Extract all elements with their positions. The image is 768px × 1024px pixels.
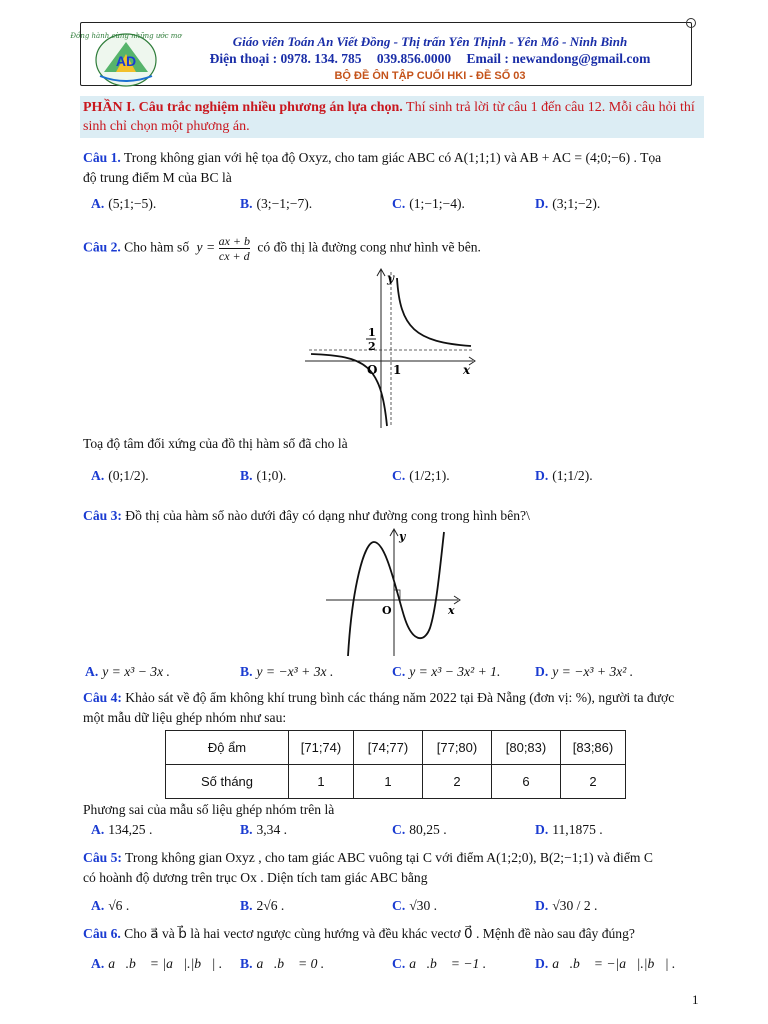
option-text: 3,34 . xyxy=(256,822,288,837)
q2-option-b[interactable] xyxy=(240,468,286,484)
q5-option-d[interactable] xyxy=(535,898,597,914)
table-row xyxy=(166,731,626,765)
phone-text: Điện thoại : 0978. 134. 785 xyxy=(209,51,362,66)
hyperbola-right-branch xyxy=(397,278,471,346)
q3-option-b[interactable] xyxy=(240,664,333,680)
q4-option-a[interactable] xyxy=(91,822,152,838)
q4-label: Câu 4: xyxy=(83,690,122,705)
q5-option-b[interactable] xyxy=(240,898,284,914)
option-text: √30 . xyxy=(409,898,438,913)
q6-label: Câu 6. xyxy=(83,926,121,941)
q5-label: Câu 5: xyxy=(83,850,122,865)
option-text: a⃗.b⃗ = −1 . xyxy=(409,956,487,971)
option-label: C. xyxy=(392,664,406,679)
corner-ornament xyxy=(686,18,696,28)
option-label: B. xyxy=(240,898,253,913)
origin-label: O xyxy=(382,604,392,617)
option-text: (1;1/2). xyxy=(552,468,593,483)
table-cell: 1 xyxy=(354,765,423,799)
option-text: 134,25 . xyxy=(108,822,153,837)
q2-post: có đồ thị là đường cong như hình vẽ bên. xyxy=(254,239,481,255)
q5-line1: Trong không gian Oxyz , cho tam giác ABC vuông tại C với điểm A(1;2;0), B(2;−1;1) và điểm C xyxy=(121,850,653,865)
table-cell: 2 xyxy=(423,765,492,799)
option-text: (5;1;−5). xyxy=(108,196,157,211)
option-label: D. xyxy=(535,822,549,837)
option-label: B. xyxy=(240,468,253,483)
option-label: D. xyxy=(535,468,549,483)
q3-option-c[interactable] xyxy=(392,664,500,680)
contact-line xyxy=(170,51,690,67)
option-text: a⃗.b⃗ = 0 . xyxy=(256,956,325,971)
logo-icon xyxy=(70,28,182,88)
page-number: 1 xyxy=(692,992,699,1007)
logo-text: Đồng hành cùng những ước mơ xyxy=(70,32,182,40)
table-cell: [74;77) xyxy=(354,731,423,765)
q6-option-b[interactable] xyxy=(240,956,324,972)
option-text: 2√6 . xyxy=(256,898,285,913)
q4-line1: Khảo sát về độ ẩm không khí trung bình các tháng năm 2022 tại Đà Nẵng (đơn vị: %), người ta được xyxy=(121,690,675,705)
option-label: C. xyxy=(392,468,406,483)
q5-option-a[interactable] xyxy=(91,898,129,914)
question-2 xyxy=(83,234,705,263)
q4-option-c[interactable] xyxy=(392,822,447,838)
option-label: A. xyxy=(85,664,99,679)
q4-question: Phương sai của mẫu số liệu ghép nhóm trên là xyxy=(83,802,335,817)
email-text: Email : newandong@gmail.com xyxy=(466,51,651,66)
table-row xyxy=(166,765,626,799)
option-text: (1;0). xyxy=(256,468,287,483)
origin-label: O xyxy=(367,363,378,377)
y-tick-numerator: 1 xyxy=(368,326,376,339)
option-text: y = x³ − 3x . xyxy=(102,664,170,679)
table-header-cell: Số tháng xyxy=(166,765,289,799)
option-text: (0;1/2). xyxy=(108,468,149,483)
option-text: (3;1;−2). xyxy=(552,196,601,211)
q1-line1: Trong không gian với hệ tọa độ Oxyz, cho tam giác ABC có A(1;1;1) và AB + AC = (4;0;−6) . Tọa xyxy=(120,150,662,165)
part1-heading xyxy=(83,98,703,136)
q1-option-b[interactable] xyxy=(240,196,312,212)
q3-text: Đồ thị của hàm số nào dưới đây có dạng như đường cong trong hình bên?\ xyxy=(121,508,530,523)
q4-line2: một mẫu dữ liệu ghép nhóm như sau: xyxy=(83,710,287,725)
humidity-table xyxy=(165,730,626,799)
option-label: C. xyxy=(392,822,406,837)
option-text: (1/2;1). xyxy=(409,468,450,483)
option-label: A. xyxy=(91,956,105,971)
option-text: √30 / 2 . xyxy=(552,898,598,913)
q5-line2: có hoành độ dương trên trục Ox . Diện tích tam giác ABC bằng xyxy=(83,870,428,885)
option-label: C. xyxy=(392,196,406,211)
table-cell: [83;86) xyxy=(561,731,626,765)
exam-title: BỘ ĐỀ ÔN TẬP CUỐI HKI - ĐỀ SỐ 03 xyxy=(334,70,526,82)
q2-label: Câu 2. xyxy=(83,239,121,255)
question-3 xyxy=(83,506,705,526)
option-label: D. xyxy=(535,664,549,679)
formula-denominator: cx + d xyxy=(218,249,250,263)
q1-label: Câu 1. xyxy=(83,150,121,165)
y-label: y xyxy=(399,530,406,543)
teacher-line: Giáo viên Toán An Viết Đồng - Thị trấn Yên Thịnh - Yên Mô - Ninh Bình xyxy=(232,34,628,49)
q4-option-d[interactable] xyxy=(535,822,603,838)
q1-option-c[interactable] xyxy=(392,196,465,212)
option-text: y = −x³ + 3x . xyxy=(256,664,334,679)
option-text: y = x³ − 3x² + 1. xyxy=(409,664,501,679)
option-label: C. xyxy=(392,898,406,913)
table-cell: 6 xyxy=(492,765,561,799)
logo-letters: AD xyxy=(115,53,137,69)
option-label: B. xyxy=(240,956,253,971)
q2-pre: Cho hàm số xyxy=(120,239,190,255)
option-label: D. xyxy=(535,956,549,971)
option-text: a⃗.b⃗ = −|a⃗|.|b⃗| . xyxy=(552,956,676,971)
q5-option-c[interactable] xyxy=(392,898,437,914)
q6-text: Cho a⃗ và b⃗ là hai vectơ ngược cùng hướng và đều khác vectơ 0⃗ . Mệnh đề nào sau đây đúng? xyxy=(120,926,635,941)
table-cell: [80;83) xyxy=(492,731,561,765)
table-cell: 2 xyxy=(561,765,626,799)
q6-option-a[interactable] xyxy=(91,956,222,972)
option-label: A. xyxy=(91,468,105,483)
q6-option-c[interactable] xyxy=(392,956,486,972)
x-tick-label: 1 xyxy=(393,363,402,377)
option-text: √6 . xyxy=(108,898,130,913)
option-text: 80,25 . xyxy=(409,822,447,837)
option-label: A. xyxy=(91,898,105,913)
q2-option-d[interactable] xyxy=(535,468,593,484)
q1-option-a[interactable] xyxy=(91,196,156,212)
q4-option-b[interactable] xyxy=(240,822,287,838)
question-5 xyxy=(83,848,705,888)
part1-instruction: Thí sinh trả lời từ câu 1 đến câu 12. Mỗi câu hỏi thí sinh chỉ chọn một phương án. xyxy=(83,100,695,134)
option-label: B. xyxy=(240,822,253,837)
question-6 xyxy=(83,924,705,944)
option-label: D. xyxy=(535,196,549,211)
option-label: B. xyxy=(240,664,253,679)
y-label: y xyxy=(387,271,394,285)
table-cell: [77;80) xyxy=(423,731,492,765)
question-1 xyxy=(83,148,705,188)
option-label: A. xyxy=(91,196,105,211)
q3-label: Câu 3: xyxy=(83,508,122,523)
option-text: a⃗.b⃗ = |a⃗|.|b⃗| . xyxy=(108,956,223,971)
q3-cubic-graph xyxy=(326,528,462,658)
q2-option-a[interactable] xyxy=(91,468,149,484)
table-header-cell: Độ ẩm xyxy=(166,731,289,765)
q3-option-a[interactable] xyxy=(85,664,170,680)
option-label: C. xyxy=(392,956,406,971)
q2-hyperbola-graph xyxy=(305,268,477,428)
q3-option-d[interactable] xyxy=(535,664,633,680)
option-text: (3;−1;−7). xyxy=(256,196,313,211)
x-label: x xyxy=(448,604,455,617)
q2-question: Toạ độ tâm đối xứng của đồ thị hàm số đã cho là xyxy=(83,436,348,451)
table-cell: 1 xyxy=(289,765,354,799)
q6-option-d[interactable] xyxy=(535,956,675,972)
cubic-curve xyxy=(348,532,444,656)
q2-option-c[interactable] xyxy=(392,468,450,484)
formula-numerator: ax + b xyxy=(218,234,250,248)
option-text: (1;−1;−4). xyxy=(409,196,465,211)
q1-option-d[interactable] xyxy=(535,196,600,212)
x-label: x xyxy=(463,363,471,377)
option-label: A. xyxy=(91,822,105,837)
table-cell: [71;74) xyxy=(289,731,354,765)
phone2-text: 039.856.0000 xyxy=(376,51,452,66)
question-4 xyxy=(83,688,705,728)
formula-lhs: y = xyxy=(196,239,216,255)
option-label: B. xyxy=(240,196,253,211)
y-tick-denominator: 2 xyxy=(368,340,376,353)
option-text: y = −x³ + 3x² . xyxy=(552,664,634,679)
option-text: 11,1875 . xyxy=(552,822,603,837)
part1-title: PHẦN I. Câu trắc nghiệm nhiều phương án lựa chọn. xyxy=(83,100,403,115)
q1-line2: độ trung điểm M của BC là xyxy=(83,170,232,185)
formula-fraction xyxy=(219,234,250,263)
q2-formula xyxy=(197,234,250,263)
option-label: D. xyxy=(535,898,549,913)
